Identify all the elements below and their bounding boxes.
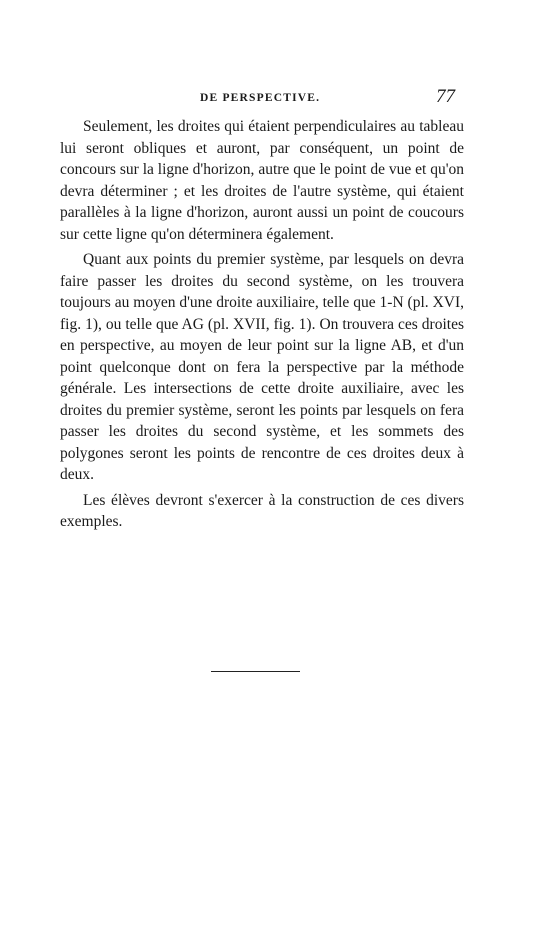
running-title: DE PERSPECTIVE.: [200, 92, 321, 104]
body-text: [60, 116, 464, 533]
page-number: 77: [436, 86, 455, 107]
paragraph: Seulement, les droites qui étaient perpendiculaires au tableau lui seront obliques et auront, par conséquent, un point de concours sur la ligne d'horizon, autre que le point de vue et qu'on devra déterminer ; et les droites de l'autre système, qui étaient parallèles à la ligne d'horizon, auront aussi un point de coucours sur cette ligne qu'on déterminera également.: [60, 118, 464, 243]
section-end-rule: [211, 671, 300, 672]
paragraph: Les élèves devront s'exercer à la construction de ces divers exemples.: [60, 491, 464, 530]
paragraph: Quant aux points du premier système, par lesquels on devra faire passer les droites du second système, on les trouvera toujours au moyen d'une droite auxiliaire, telle que 1-N (pl. XVI, fig. 1), ou telle que AG (pl. XVII, fig. 1). On trouvera ces droites en perspective, au moyen de leur point sur la ligne AB, et d'un point quelconque dont on fera la perspective par la méthode générale. Les intersections de cette droite auxiliaire, avec les droites du premier système, seront les points par lesquels on fera passer les droites du second système, et les sommets des polygones seront les points de rencontre de ces droites deux à deux.: [60, 251, 464, 483]
